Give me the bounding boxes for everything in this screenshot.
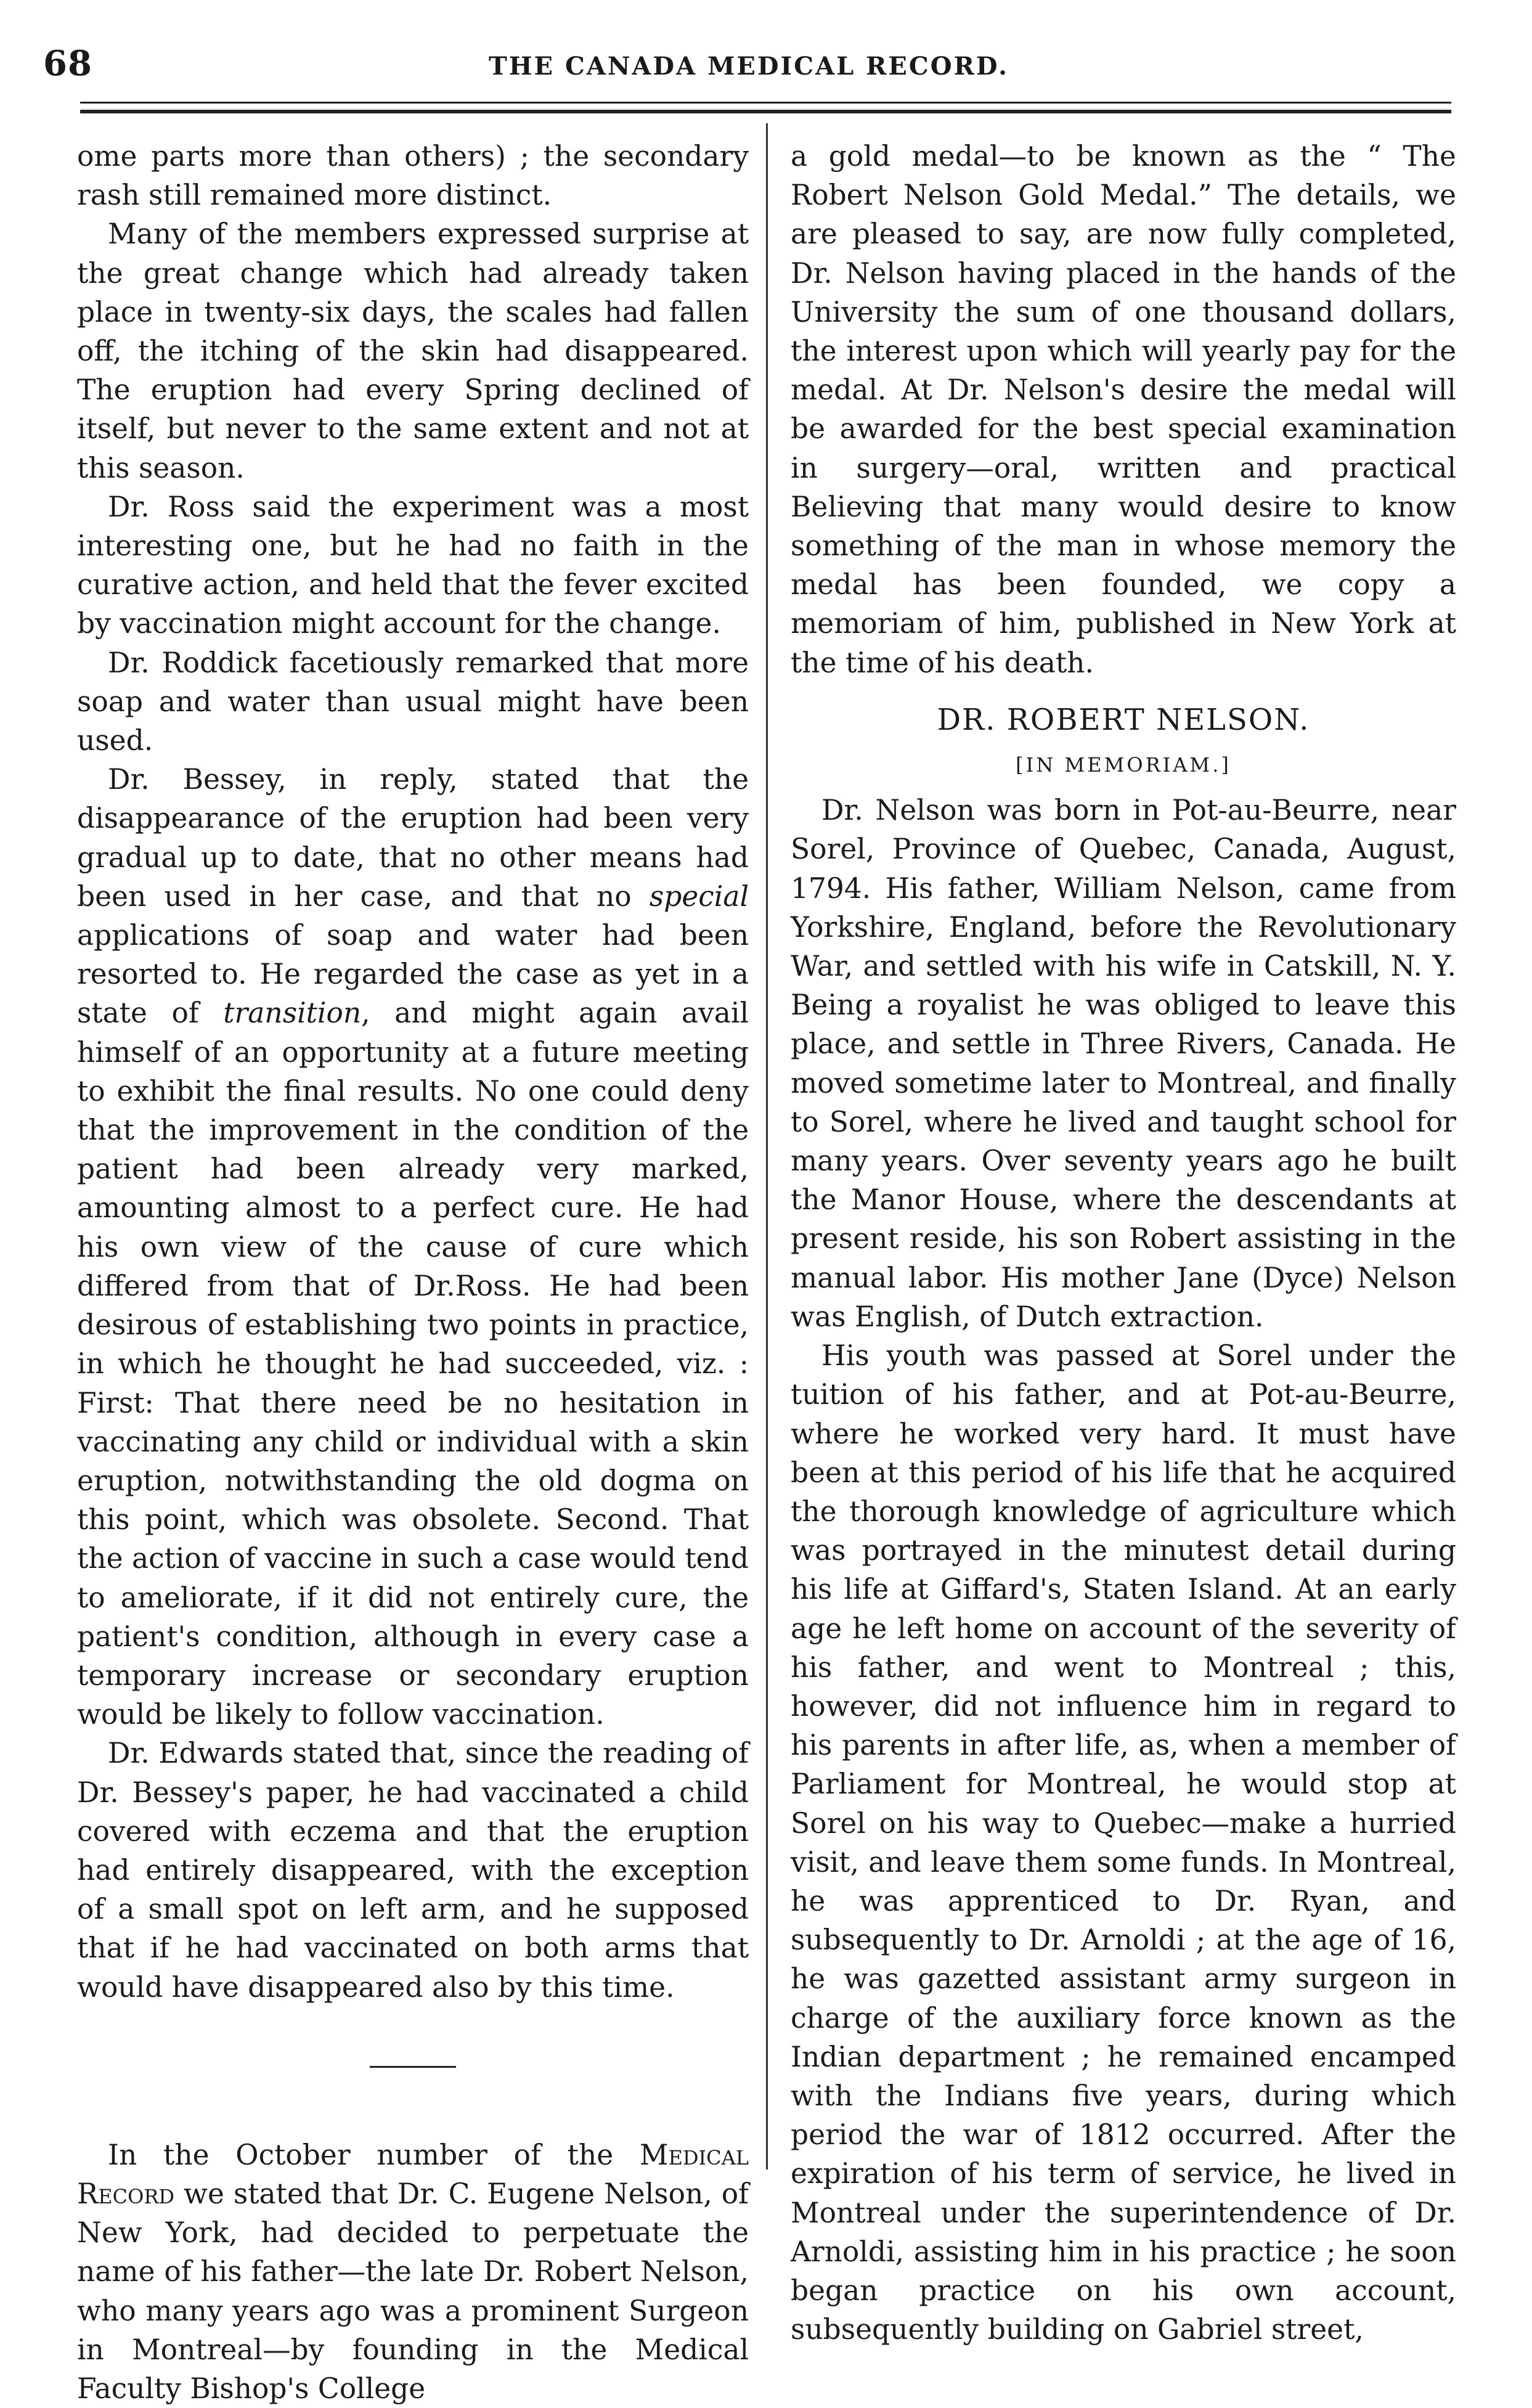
- paragraph: Dr. Roddick facetiously remarked that more soap and water than usual might have been used.: [77, 646, 749, 757]
- article-title: DR. ROBERT NELSON.: [937, 702, 1310, 737]
- text-run: we stated that Dr. C. Eugene Nelson, of New York, had decided to perpetuate the name of his father—the late Dr. Robert Nelson, who many years ago was a prominent Surgeon in Montreal—by founding in the Medical Faculty Bishop's College: [77, 2177, 749, 2405]
- right-column: [791, 137, 1456, 2349]
- italic-text: special: [649, 880, 749, 913]
- running-head: THE CANADA MEDICAL RECORD.: [488, 52, 1009, 81]
- header-rule-thick: [80, 110, 1451, 113]
- header-rule-thin: [80, 102, 1451, 104]
- small-caps-text: Medical Record: [77, 2138, 749, 2210]
- page-header: [43, 43, 1454, 86]
- paragraph: Dr. Ross said the experiment was a most interesting one, but he had no faith in the curative action, and held that the fever excited by vaccination might account for the change.: [77, 490, 749, 640]
- paragraph: a gold medal—to be known as the “ The Robert Nelson Gold Medal.” The details, we are pleased to say, are now fully completed, Dr. Nelson having placed in the hands of the University the sum of one thousand dollars, the interest upon which will yearly pay for the medal. At Dr. Nelson's desire the medal will be awarded for the best special examination in surgery—oral, written and practical Believing that many would desire to know something of the man in whose memory the medal has been founded, we copy a memoriam of him, published in New York at the time of his death.: [791, 140, 1456, 679]
- paragraph: His youth was passed at Sorel under the tuition of his father, and at Pot-au-Beurre, where he worked very hard. It must have been at this period of his life that he acquired the thorough knowledge of agriculture which was portrayed in the minutest detail during his life at Giffard's, Staten Island. At an early age he left home on account of the severity of his father, and went to Montreal ; this, however, did not influence him in regard to his parents in after life, as, when a member of Parliament for Montreal, he would stop at Sorel on his way to Quebec—make a hurried visit, and leave them some funds. In Montreal, he was apprenticed to Dr. Ryan, and subsequently to Dr. Arnoldi ; at the age of 16, he was gazetted assistant army surgeon in charge of the auxiliary force known as the Indian department ; he remained encamped with the Indians five years, during which period the war of 1812 occurred. After the expiration of his term of service, he lived in Montreal under the superintendence of Dr. Arnoldi, assisting him in his practice ; he soon began practice on his own account, subsequently building on Gabriel street,: [791, 1339, 1456, 2346]
- paragraph: Many of the members expressed surprise at the great change which had already taken place in twenty-six days, the scales had fallen off, the itching of the skin had disappeared. The eruption had every Spring declined of itself, but never to the same extent and not at this season.: [77, 218, 749, 484]
- text-run: In the October number of the: [108, 2138, 640, 2171]
- column-divider: [766, 123, 768, 2169]
- paragraph: [77, 760, 749, 1734]
- text-run: , and might again avail himself of an opportunity at a future meeting to exhibit the final results. No one could deny that the improvement in the condition of the patient had been already very marked, amounting almost to a perfect cure. He had his own view of the cause of cure which differed from that of Dr.Ross. He had been desirous of establishing two points in practice, in which he thought he had succeeded, viz. : First: That there need be no hesitation in vaccinating any child or individual with a skin eruption, notwithstanding the old dogma on this point, which was obsolete. Second. That the action of vaccine in such a case would tend to ameliorate, if it did not entirely cure, the patient's condition, although in every case a temporary increase or secondary eruption would be likely to follow vaccination.: [77, 997, 749, 1731]
- text-run: Dr. Bessey, in reply, stated that the disappearance of the eruption had been very gradual up to date, that no other means had been used in her case, and that no: [77, 763, 749, 913]
- paragraph: Dr. Nelson was born in Pot-au-Beurre, near Sorel, Province of Quebec, Canada, August, 1794. His father, William Nelson, came from Yorkshire, England, before the Revolutionary War, and settled with his wife in Catskill, N. Y. Being a royalist he was obliged to leave this place, and settle in Three Rivers, Canada. He moved sometime later to Montreal, and finally to Sorel, where he lived and taught school for many years. Over seventy years ago he built the Manor House, where the descendants at present reside, his son Robert assisting in the manual labor. His mother Jane (Dyce) Nelson was English, of Dutch extraction.: [791, 794, 1456, 1333]
- paragraph: Dr. Edwards stated that, since the reading of Dr. Bessey's paper, he had vaccinated a child covered with eczema and that the eruption had entirely disappeared, with the exception of a small spot on left arm, and he supposed that if he had vaccinated on both arms that would have disappeared also by this time.: [77, 1737, 749, 2004]
- italic-text: transition: [223, 997, 362, 1030]
- section-separator: [370, 2066, 456, 2068]
- left-column: [77, 137, 749, 2408]
- text-run: applications of soap and water had been resorted to. He regarded the case as yet in a state of: [77, 919, 749, 1030]
- paragraph: ome parts more than others) ; the secondary rash still remained more distinct.: [77, 140, 749, 212]
- paragraph: [77, 2136, 749, 2408]
- article-subtitle: [IN MEMORIAM.]: [1016, 753, 1231, 777]
- page-number: 68: [43, 43, 92, 84]
